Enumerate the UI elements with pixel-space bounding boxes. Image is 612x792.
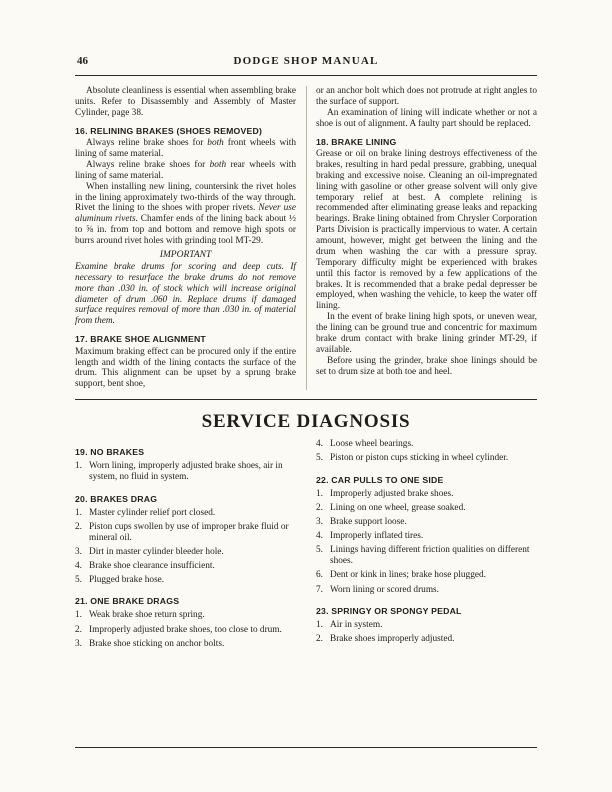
item-number: 4. xyxy=(316,531,323,542)
column-divider xyxy=(306,86,307,390)
item-number: 4. xyxy=(316,439,323,450)
item-text: Air in system. xyxy=(330,619,383,630)
paragraph-grinder: Before using the grinder, brake shoe linings should be set to drum size at both toe and heel. xyxy=(316,355,537,377)
item-text: Weak brake shoe return spring. xyxy=(89,610,205,621)
diagnosis-item xyxy=(316,453,537,464)
diagnosis-item xyxy=(75,610,296,621)
diagnosis-group-21-continued xyxy=(316,439,537,464)
diagnosis-item xyxy=(316,545,537,567)
diagnosis-item xyxy=(316,570,537,581)
item-number: 3. xyxy=(316,516,323,527)
diagnosis-heading-22: 22. CAR PULLS TO ONE SIDE xyxy=(316,474,444,485)
item-number: 5. xyxy=(316,453,323,464)
text-segment: Always reline brake shoes for xyxy=(86,138,208,149)
item-number: 3. xyxy=(75,547,82,558)
paragraph-installing-lining xyxy=(75,182,296,247)
diagnosis-item xyxy=(75,508,296,519)
paragraph-rear-wheels xyxy=(75,160,296,182)
column-gap xyxy=(296,86,316,390)
item-number: 1. xyxy=(316,619,323,630)
page-number: 46 xyxy=(77,55,88,67)
item-text: Loose wheel bearings. xyxy=(330,439,414,450)
item-number: 2. xyxy=(316,502,323,513)
diagnosis-item xyxy=(316,634,537,645)
text-segment: front wheels with lining of same material. xyxy=(75,138,296,159)
text-segment: rear wheels with lining of same material. xyxy=(75,159,296,181)
diagnosis-heading-23: 23. SPRINGY OR SPONGY PEDAL xyxy=(316,605,462,616)
section-heading-17: 17. BRAKE SHOE ALIGNMENT xyxy=(75,334,206,345)
text-segment-italic: both xyxy=(209,159,227,170)
item-number: 5. xyxy=(75,575,82,586)
diagnosis-section xyxy=(75,437,537,653)
diagnosis-group-19 xyxy=(75,447,296,483)
diagnosis-heading-21: 21. ONE BRAKE DRAGS xyxy=(75,596,180,607)
diagnosis-heading-20: 20. BRAKES DRAG xyxy=(75,493,158,504)
item-number: 5. xyxy=(316,545,323,556)
item-number: 1. xyxy=(75,461,82,472)
item-text: Improperly adjusted brake shoes. xyxy=(330,488,454,499)
text-segment: Always reline brake shoes for xyxy=(86,159,210,170)
item-text: Worn lining or scored drums. xyxy=(330,584,439,595)
page-header xyxy=(75,0,537,71)
diagnosis-item xyxy=(75,461,296,483)
diagnosis-item xyxy=(316,489,537,500)
paragraph-front-wheels xyxy=(75,138,296,160)
paragraph-anchor-bolt: or an anchor bolt which does not protrude at right angles to the surface of support. xyxy=(316,86,537,107)
header-rule xyxy=(75,75,537,76)
text-segment: Chamfer ends of the lining back about ½ to ⅝ in. from top and bottom and remove high spots or burrs around rivet holes with grinding tool MT-29. xyxy=(75,214,296,246)
diagnosis-group-22 xyxy=(316,475,537,596)
item-number: 4. xyxy=(75,561,82,572)
item-text: Piston or piston cups sticking in wheel cylinder. xyxy=(330,453,509,464)
diagnosis-heading-19: 19. NO BRAKES xyxy=(75,447,145,458)
section-heading-16: 16. RELINING BRAKES (SHOES REMOVED) xyxy=(75,125,263,136)
item-text: Plugged brake hose. xyxy=(89,575,165,586)
item-text: Master cylinder relief port closed. xyxy=(89,507,216,518)
item-number: 1. xyxy=(316,488,323,499)
diagnosis-item xyxy=(75,547,296,558)
item-number: 1. xyxy=(75,610,82,621)
item-text: Lining on one wheel, grease soaked. xyxy=(330,502,466,513)
item-text: Dent or kink in lines; brake hose plugged. xyxy=(330,570,486,581)
page-bottom-rule xyxy=(75,747,537,748)
diagnosis-group-23 xyxy=(316,606,537,645)
paragraph-alignment: Maximum braking effect can be procured only if the entire length and width of the lining contacts the surface of the drum. This alignment can be upset by a sprung brake support, bent shoe, xyxy=(75,346,296,390)
diagnosis-item xyxy=(316,585,537,596)
item-text: Piston cups swollen by use of improper brake fluid or mineral oil. xyxy=(89,521,289,543)
diagnosis-item xyxy=(75,639,296,650)
text-segment: When installing new lining, countersink the rivet holes in the lining approximately two-thirds of the way through. Rivet the lining to the shoes with proper rivets. xyxy=(75,181,296,214)
diagnosis-item xyxy=(75,625,296,636)
diagnosis-left-column xyxy=(75,437,296,653)
item-number: 1. xyxy=(75,507,82,518)
item-text: Linings having different friction qualities on different shoes. xyxy=(330,545,530,567)
item-text: Brake shoes improperly adjusted. xyxy=(330,633,455,644)
text-segment-italic: both xyxy=(207,138,224,149)
paragraph-brake-lining: Grease or oil on brake lining destroys effectiveness of the brakes, resulting in hard pedal pressure, grabbing, unequal braking and excessive noise. Cleaning an oil-impregnated lining with gasoline or other grease solvent will only give temporary relief at best. A complete relining is recommended after eliminating grease leaks and repacking bearings. Brake lining obtained from Chrysler Corporation Parts Division is practically impervious to water. A certain amount, however, might get between the lining and the drum when washing the car with a pressure spray. Temporary difficulty might be experienced with brakes until this factor is removed by a few applications of the brakes. It is recommended that a brake pedal depresser be employed, when washing the vehicle, to keep the water off lining. xyxy=(316,149,537,312)
diagnosis-group-20 xyxy=(75,494,296,587)
item-text: Improperly adjusted brake shoes, too close to drum. xyxy=(89,624,282,635)
text-segment-italic: Never use aluminum rivets. xyxy=(75,203,296,225)
paragraph-examination: An examination of lining will indicate whether or not a shoe is out of alignment. A faulty part should be replaced. xyxy=(316,107,537,129)
paragraph-cleanliness: Absolute cleanliness is essential when assembling brake units. Refer to Disassembly and Assembly of Master Cylinder, page 38. xyxy=(75,86,296,118)
diagnosis-item xyxy=(316,517,537,528)
article-right-column xyxy=(316,86,537,390)
item-text: Brake support loose. xyxy=(330,516,407,527)
item-number: 2. xyxy=(75,521,82,532)
item-text: Brake shoe clearance insufficient. xyxy=(89,561,215,572)
article-section xyxy=(75,86,537,390)
diagnosis-item xyxy=(316,620,537,631)
paragraph-high-spots: In the event of brake lining high spots, or uneven wear, the lining can be ground true and concentric for maximum brake drum contact with brake lining grinder MT-29, if available. xyxy=(316,312,537,355)
item-number: 2. xyxy=(316,633,323,644)
diagnosis-right-column xyxy=(316,437,537,653)
item-number: 2. xyxy=(75,624,82,635)
diagnosis-item xyxy=(75,575,296,586)
diagnosis-group-21 xyxy=(75,596,296,649)
important-label: IMPORTANT xyxy=(159,249,212,260)
section-heading-18: 18. BRAKE LINING xyxy=(316,136,397,147)
diagnosis-title: SERVICE DIAGNOSIS xyxy=(201,411,411,433)
item-text: Worn lining, improperly adjusted brake shoes, air in system, no fluid in system. xyxy=(89,461,283,483)
item-text: Dirt in master cylinder bleeder hole. xyxy=(89,547,224,558)
diagnosis-item xyxy=(75,561,296,572)
diagnosis-item xyxy=(316,439,537,450)
column-gap xyxy=(296,437,316,653)
diagnosis-item xyxy=(316,503,537,514)
item-text: Brake shoe sticking on anchor bolts. xyxy=(89,638,225,649)
item-text: Improperly inflated tires. xyxy=(330,531,424,542)
manual-title: DODGE SHOP MANUAL xyxy=(233,55,379,67)
diagnosis-item xyxy=(75,522,296,544)
diagnosis-top-rule xyxy=(75,399,537,400)
paragraph-important: Examine brake drums for scoring and deep cuts. If necessary to resurface the brake drums do not remove more than .030 in. of stock which will increase original diameter of drum .060 in. Replace drums if damaged surface requires removal of more than .030 in. of material from them. xyxy=(75,261,296,327)
item-number: 6. xyxy=(316,570,323,581)
item-number: 3. xyxy=(75,638,82,649)
article-left-column xyxy=(75,86,296,390)
item-number: 7. xyxy=(316,584,323,595)
diagnosis-item xyxy=(316,531,537,542)
